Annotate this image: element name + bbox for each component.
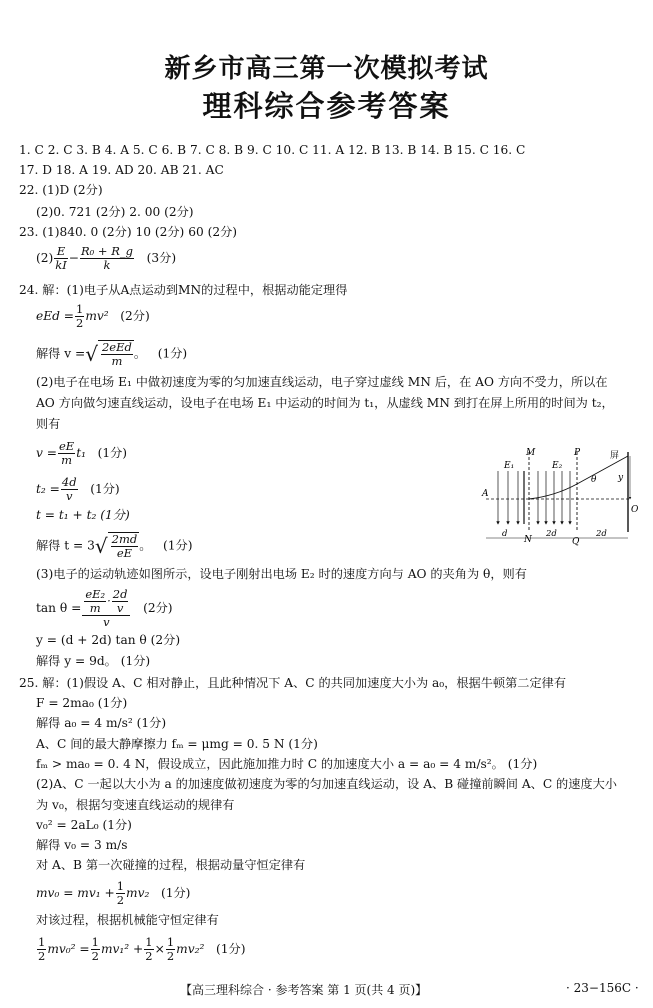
q24-eq6 [36, 532, 192, 560]
eq-rhs: mv² [85, 309, 109, 323]
q25-eq11 [36, 880, 190, 907]
q25-line2: F = 2ma₀ (1分) [36, 696, 128, 710]
eq-rhs: t₁ [76, 446, 86, 460]
numerator: 1 [38, 935, 46, 949]
times-sign: × [154, 942, 165, 956]
q25-intro: 25. 解：(1)假设 A、C 相对静止，且此种情况下 A、C 的共同加速度大小为 a₀，根据牛顿第二定律有 [19, 676, 567, 690]
eq-rhs: mv₂ [126, 886, 150, 900]
numerator: 1 [116, 879, 125, 893]
eq-lhs: t₂ = [36, 482, 60, 496]
label-y: y [618, 473, 624, 483]
numerator: 2eEd [101, 340, 132, 354]
denominator: m [111, 354, 123, 368]
q25-line7: 为 v₀，根据匀变速直线运动的规律有 [36, 798, 235, 812]
fraction [61, 476, 78, 503]
numerator: 1 [91, 935, 99, 949]
label-d: d [502, 529, 508, 539]
fraction [111, 533, 139, 560]
fraction [116, 880, 125, 907]
q24-eq9: 解得 y = 9d。 (1分) [36, 654, 151, 668]
numerator: 1 [145, 935, 153, 949]
fraction [54, 245, 68, 272]
eq-lhs: v = [36, 446, 57, 460]
denominator: m [61, 453, 73, 467]
q23-part2 [36, 245, 176, 272]
q24-eq8: y = (d + 2d) tan θ (2分) [36, 633, 181, 647]
term: mv₁² + [100, 942, 144, 956]
choice-answers-row-2: 17. D 18. A 19. AD 20. AB 21. AC [19, 163, 224, 177]
fraction [144, 936, 153, 963]
label-A: A [482, 489, 489, 499]
dot: · [107, 593, 111, 608]
choice-answers-row-1: 1. C 2. C 3. B 4. A 5. C 6. B 7. C 8. B 9. C 10. C 11. A 12. B 13. B 14. B 15. C 16. C [19, 143, 526, 157]
q24-eq7 [36, 588, 173, 629]
footer-page-info: 【高三理科综合 · 参考答案 第 1 页(共 4 页)】 [180, 983, 428, 997]
fraction [80, 245, 134, 272]
period: 。 [133, 346, 147, 361]
score: (2分) [143, 601, 173, 615]
eq-lhs: 解得 v = [36, 346, 86, 361]
denominator: eE [116, 546, 133, 560]
denominator: v [103, 615, 110, 629]
q24-eq2 [36, 340, 187, 368]
denominator: 2 [76, 316, 84, 330]
electron-field-diagram [480, 446, 640, 546]
label-O: O [631, 505, 639, 515]
numerator: 2md [111, 532, 138, 546]
q25-line10: 对 A、B 第一次碰撞的过程，根据动量守恒定律有 [36, 858, 306, 872]
q25-line6: (2)A、C 一起以大小为 a 的加速度做初速度为零的匀加速直线运动，设 A、B 碰撞前瞬间 A、C 的速度大小 [36, 777, 617, 791]
q24-eq4 [36, 476, 120, 503]
label-Q: Q [572, 537, 580, 546]
label-2d: 2d [546, 529, 557, 539]
denominator: kI [55, 258, 67, 272]
q24-part3-line1: (3)电子的运动轨迹如图所示，设电子刚射出电场 E₂ 时的速度方向与 AO 的夹角为 θ，则有 [36, 567, 527, 581]
denominator: v [65, 489, 73, 503]
fraction [101, 341, 133, 368]
denominator: 2 [91, 949, 99, 963]
numerator: 4d [61, 475, 77, 489]
page-title: 新乡市高三第一次模拟考试 [164, 54, 489, 84]
eq-lhs: tan θ = [36, 601, 82, 615]
eq-lhs: eEd = [36, 309, 74, 323]
fraction [37, 936, 46, 963]
term: mv₀² = [47, 942, 90, 956]
numerator: 1 [166, 935, 175, 949]
denominator: 2 [145, 949, 153, 963]
minus-sign: − [68, 251, 79, 265]
sqrt-sign: √ [85, 342, 98, 366]
label-E1: E₁ [504, 461, 515, 471]
page-subtitle: 理科综合参考答案 [202, 89, 451, 123]
label-theta: θ [591, 475, 597, 485]
fraction [91, 936, 100, 963]
label-2d: 2d [596, 529, 607, 539]
score: (1分) [216, 942, 246, 956]
numerator [82, 588, 130, 616]
score: (1分) [157, 346, 188, 361]
q25-line5: fₘ > ma₀ = 0. 4 N，假设成立，因此施加推力时 C 的加速度大小 a = a₀ = 4 m/s²。 (1分) [36, 757, 538, 771]
label-E2: E₂ [552, 461, 563, 471]
q25-line8: v₀² = 2aL₀ (1分) [36, 818, 132, 832]
fraction [58, 440, 75, 467]
q25-line4: A、C 间的最大静摩擦力 fₘ = μmg = 0. 5 N (1分) [36, 737, 318, 751]
denominator: k [103, 258, 111, 272]
q24-intro: 24. 解：(1)电子从A点运动到MN的过程中，根据动能定理得 [19, 283, 348, 297]
score: (1分) [97, 446, 128, 460]
sqrt-sign: √ [94, 534, 108, 558]
numerator: E [54, 245, 68, 259]
score: (1分) [163, 538, 193, 553]
fraction [75, 303, 84, 330]
q22-part1: 22. (1)D (2分) [19, 183, 103, 197]
denominator: v [116, 601, 124, 615]
label-P: P [574, 448, 581, 458]
numerator: 2d [112, 587, 128, 601]
q24-part2-line3: 则有 [36, 417, 61, 431]
eq-lhs: mv₀ = mv₁ + [36, 886, 115, 900]
denominator: m [89, 601, 101, 615]
q25-line12: 对该过程，根据机械能守恒定律有 [36, 913, 219, 927]
eq-lhs: 解得 t = 3 [36, 538, 95, 553]
q24-eq5: t = t₁ + t₂ (1分) [36, 508, 130, 522]
denominator: 2 [38, 949, 46, 963]
term: mv₂² [176, 942, 205, 956]
electron-trajectory [529, 456, 628, 499]
q24-part2-line1: (2)电子在电场 E₁ 中做初速度为零的匀加速直线运动，电子穿过虚线 MN 后，在 AO 方向不受力，所以在 [36, 375, 608, 389]
fraction [166, 936, 175, 963]
q25-eq13 [36, 936, 245, 963]
q25-line9: 解得 v₀ = 3 m/s [36, 838, 128, 852]
score: (1分) [160, 886, 191, 900]
numerator: 1 [76, 302, 84, 316]
q24-part2-line2: AO 方向做匀速直线运动，设电子在电场 E₁ 中运动的时间为 t₁，从虚线 MN 到打在屏上所用的时间为 t₂， [36, 396, 614, 410]
q25-line3: 解得 a₀ = 4 m/s² (1分) [36, 716, 167, 730]
numerator: eE₂ [85, 587, 106, 601]
label-N: N [524, 535, 532, 545]
sqrt-body [108, 532, 140, 560]
compound-fraction [82, 588, 130, 629]
label-screen: 屏 [610, 451, 620, 461]
score: (3分) [146, 251, 177, 265]
numerator: R₀ + R_g [81, 244, 133, 258]
q22-part2: (2)0. 721 (2分) 2. 00 (2分) [36, 205, 194, 219]
period: 。 [139, 538, 152, 553]
numerator: eE [58, 439, 75, 453]
sqrt-body [98, 340, 134, 368]
q23-part1: 23. (1)840. 0 (2分) 10 (2分) 60 (2分) [19, 225, 238, 239]
score: (2分) [120, 309, 150, 323]
fraction [84, 588, 106, 615]
denominator: 2 [116, 893, 125, 907]
q23-part2-label: (2) [36, 251, 54, 265]
footer-code: · 23−156C · [566, 981, 639, 995]
score: (1分) [90, 482, 120, 496]
label-M: M [526, 448, 536, 458]
fraction [112, 588, 129, 615]
q24-eq3 [36, 440, 127, 467]
q24-eq1 [36, 303, 150, 330]
denominator: 2 [166, 949, 175, 963]
